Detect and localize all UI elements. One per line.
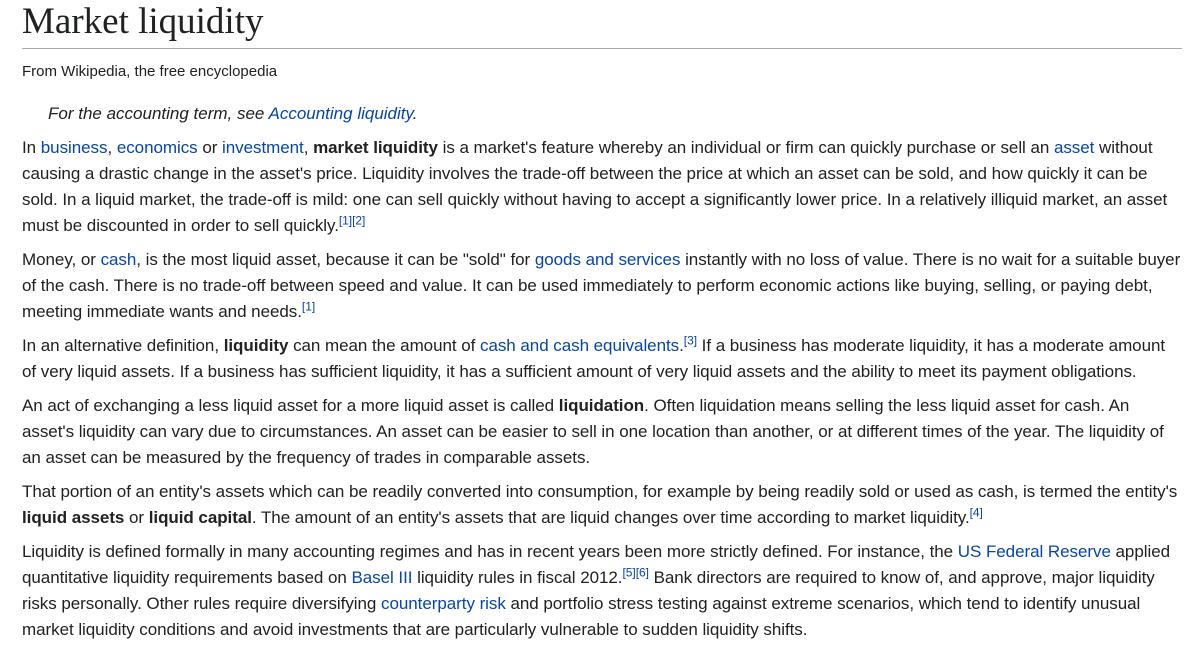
- link-basel-iii[interactable]: Basel III: [351, 568, 413, 587]
- page-title: Market liquidity: [22, 0, 1182, 49]
- text-run: .: [679, 336, 684, 355]
- link-counterparty-risk[interactable]: counterparty risk: [381, 594, 506, 613]
- hatnote-prefix: For the accounting term, see: [48, 104, 269, 123]
- citation: [302, 299, 315, 313]
- link-goods-and-services[interactable]: goods and services: [534, 250, 681, 269]
- link-cash[interactable]: cash: [100, 250, 137, 269]
- text-run: without causing a drastic change in the asset's price. Liquidity involves the trade-off between the price at which an asset can be sold, and how quickly it can be sold. In a liquid market, the trade-off is mild: one can sell quickly without having to accept a significantly lower price. In a relatively illiquid market, an asset must be discounted in order to sell quickly.: [22, 138, 1168, 235]
- citation-link[interactable]: [5]: [622, 565, 636, 580]
- site-tagline: From Wikipedia, the free encyclopedia: [22, 63, 278, 80]
- text-run: . Often liquidation means selling the less liquid asset for cash. An asset's liquidity can vary due to circumstances. An asset can be easier to sell in one location than another, or at different times of the year. The liquidity of an asset can be measured by the frequency of trades in comparable assets.: [22, 396, 1164, 467]
- text-run: ,: [107, 138, 117, 157]
- citation-link[interactable]: [3]: [683, 333, 697, 348]
- hatnote-link-accounting-liquidity[interactable]: Accounting liquidity: [268, 104, 413, 123]
- article-body: [22, 135, 1182, 643]
- citation: [684, 333, 697, 347]
- citation: [970, 505, 983, 519]
- citation: [339, 213, 352, 227]
- text-run: can mean the amount of: [288, 336, 480, 355]
- paragraph: [22, 393, 1182, 471]
- bold-term: liquidation: [558, 396, 645, 415]
- citation-link[interactable]: [2]: [352, 213, 366, 228]
- link-business[interactable]: business: [40, 138, 108, 157]
- text-run: applied quantitative liquidity requirements based on: [22, 542, 1171, 587]
- text-run: liquidity rules in fiscal 2012.: [412, 568, 623, 587]
- paragraph: [22, 539, 1182, 643]
- link-economics[interactable]: economics: [116, 138, 198, 157]
- bold-term: liquid capital: [148, 508, 252, 527]
- citation: [636, 565, 649, 579]
- link-us-federal-reserve[interactable]: US Federal Reserve: [957, 542, 1111, 561]
- hatnote-suffix: .: [412, 104, 418, 123]
- hatnote: [48, 101, 1182, 127]
- paragraph: [22, 247, 1182, 325]
- text-run: Money, or: [22, 250, 101, 269]
- text-run: ,: [303, 138, 314, 157]
- text-run: If a business has moderate liquidity, it has a moderate amount of very liquid assets. If a business has sufficient liquidity, it has a sufficient amount of very liquid assets and the ability to meet its payment obligations.: [22, 336, 1166, 381]
- text-run: An act of exchanging a less liquid asset for a more liquid asset is called: [22, 396, 559, 415]
- citation-link[interactable]: [6]: [635, 565, 649, 580]
- link-cash-and-cash-equivalents[interactable]: cash and cash equivalents: [480, 336, 680, 355]
- citation-link[interactable]: [1]: [338, 213, 353, 228]
- text-run: or: [197, 138, 223, 157]
- paragraph: [22, 479, 1182, 531]
- text-run: Liquidity is defined formally in many accounting regimes and has in recent years been more strictly defined. For instance, the: [22, 542, 958, 561]
- bold-term: market liquidity: [313, 138, 438, 157]
- bold-term: liquidity: [223, 336, 289, 355]
- citation-link[interactable]: [1]: [301, 299, 316, 314]
- text-run: . The amount of an entity's assets that are liquid changes over time according to market liquidity.: [251, 508, 970, 527]
- paragraph: [22, 333, 1182, 385]
- citation: [352, 213, 365, 227]
- link-investment[interactable]: investment: [222, 138, 304, 157]
- text-run: In an alternative definition,: [22, 336, 224, 355]
- text-run: That portion of an entity's assets which can be readily converted into consumption, for example by being readily sold or used as cash, is termed the entity's: [22, 482, 1178, 501]
- citation: [622, 565, 635, 579]
- paragraph: [22, 135, 1182, 239]
- text-run: is a market's feature whereby an individual or firm can quickly purchase or sell an: [437, 138, 1054, 157]
- text-run: or: [124, 508, 149, 527]
- text-run: and portfolio stress testing against extreme scenarios, which tend to identify unusual market liquidity conditions and avoid investments that are particularly vulnerable to sudden liquidity shifts.: [22, 594, 1141, 639]
- link-asset[interactable]: asset: [1053, 138, 1095, 157]
- citation-link[interactable]: [4]: [969, 505, 983, 520]
- text-run: instantly with no loss of value. There is no wait for a suitable buyer of the cash. There is no trade-off between speed and value. It can be used immediately to perform economic actions like buying, selling, or paying debt, meeting immediate wants and needs.: [22, 250, 1181, 321]
- bold-term: liquid assets: [22, 508, 125, 527]
- text-run: , is the most liquid asset, because it can be "sold" for: [136, 250, 535, 269]
- text-run: In: [22, 138, 41, 157]
- text-run: Bank directors are required to know of, and approve, major liquidity risks personally. Other rules require diversifying: [22, 568, 1155, 613]
